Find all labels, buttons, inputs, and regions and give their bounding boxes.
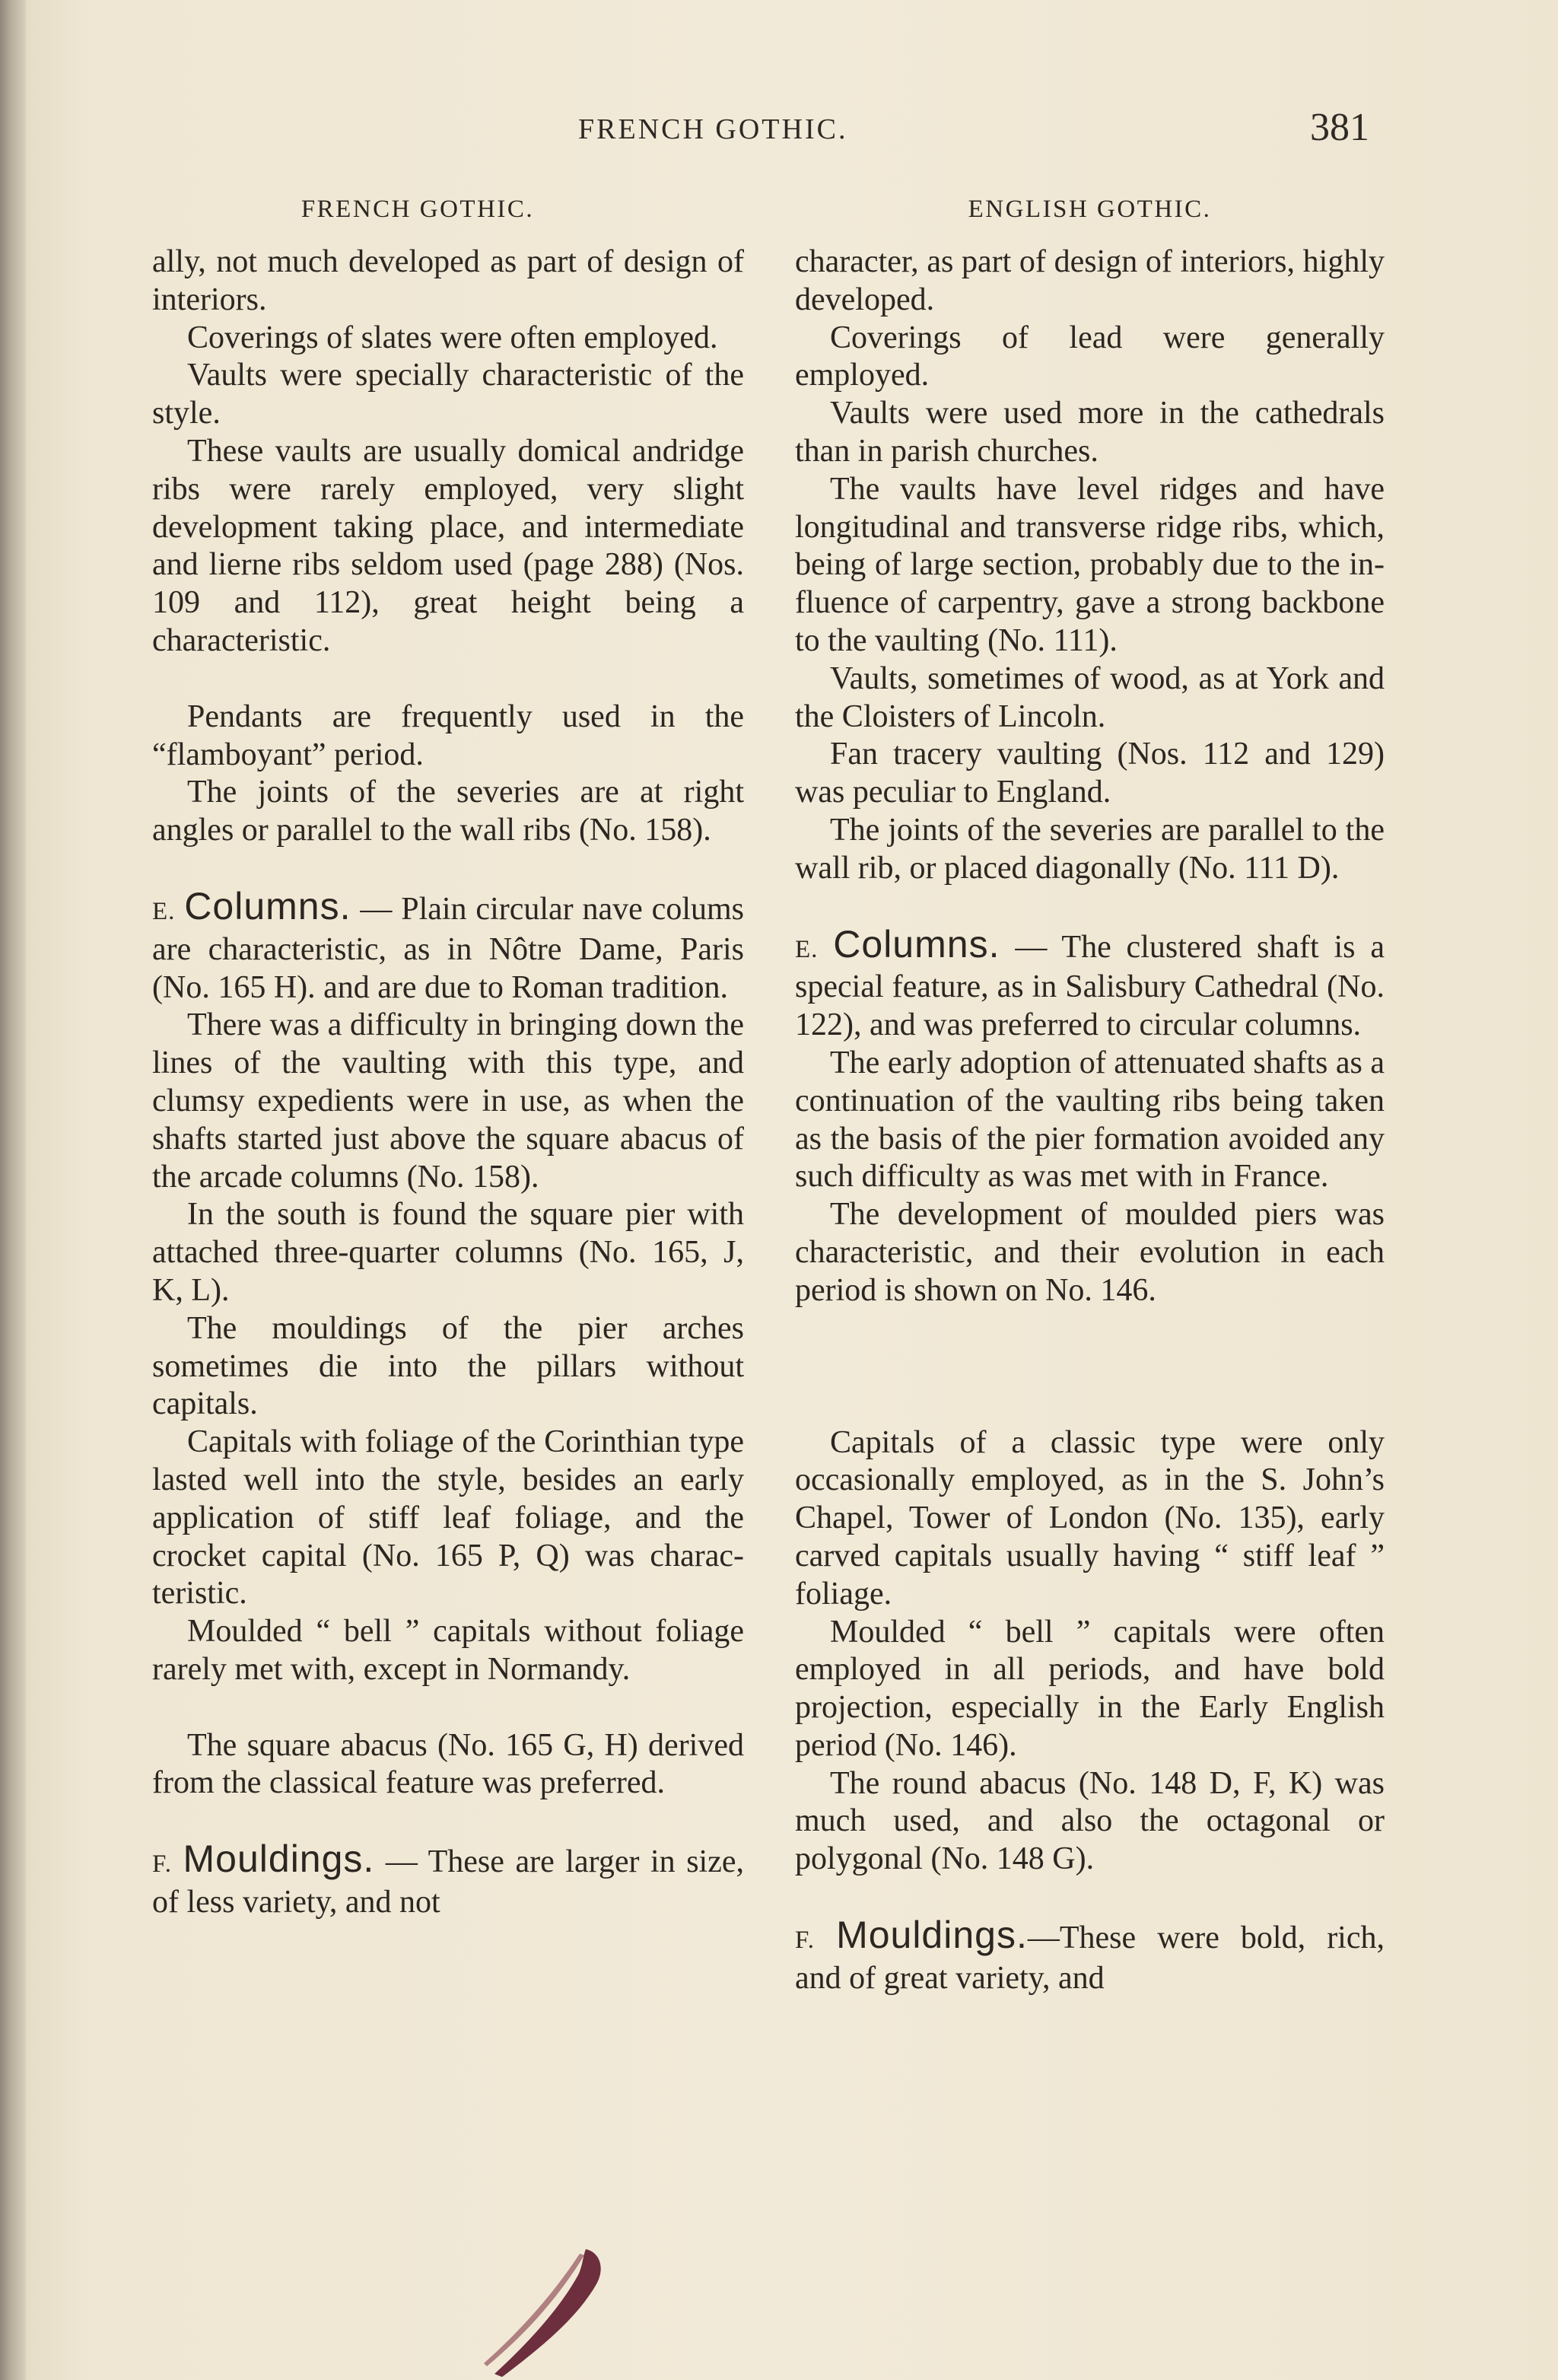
quill-ink-mark-icon [472, 2245, 624, 2380]
right-paragraph: The joints of the severies are parallel to the wall rib, or placed diagonally (No. 111 D). [795, 812, 1385, 886]
right-paragraph: The round abacus (No. 148 D, F, K) was much used, and also the octagonal or polygonal (No. 148 G). [795, 1765, 1385, 1877]
book-spine-shadow [0, 0, 26, 2380]
left-paragraph: In the south is found the square pier with attached three-quarter columns (No. 165, J, K, L). [152, 1197, 744, 1308]
right-column-heading: ENGLISH GOTHIC. [968, 196, 1212, 223]
section-title-columns: Columns. [833, 922, 1000, 966]
left-paragraph: ally, not much developed as part of design of interiors. [152, 244, 744, 317]
left-paragraph: Pendants are frequently used in the “flamboyant” period. [152, 698, 744, 772]
quill-shaft [494, 2249, 601, 2377]
right-paragraph: The development of moulded piers was characteristic, and their evolution in each period is shown on No. 146. [795, 1197, 1385, 1308]
left-paragraph: These vaults are usually domical andridge ribs were rarely employed, very slight development taking place, and intermediate and lierne ribs seldom used (page 288) (Nos. 109 and 112), great height being a characteristic. [152, 433, 744, 658]
left-column-french-gothic [152, 190, 744, 1922]
left-paragraph: The joints of the severies are at right angles or parallel to the wall ribs (No. 158). [152, 775, 744, 848]
left-columns-section [152, 884, 745, 1007]
section-title-mouldings: Mouldings. [836, 1914, 1028, 1957]
section-letter: E. [152, 897, 176, 925]
right-paragraph: Coverings of lead were generally employed. [795, 320, 1385, 393]
left-mouldings-section [152, 1838, 744, 1922]
section-title-columns: Columns. [184, 884, 351, 928]
right-paragraph: Vaults, sometimes of wood, as at York and the Cloisters of Lincoln. [795, 660, 1385, 734]
left-paragraph: Coverings of slates were often employed. [187, 320, 718, 355]
right-paragraph: Vaults were used more in the cathedrals than in parish churches. [795, 396, 1385, 469]
left-paragraph: Vaults were specially characteristic of the style. [152, 358, 744, 431]
right-columns-section [795, 922, 1385, 1045]
section-lead-text: — These are larger in size, of less variety, and not [152, 1844, 744, 1920]
section-title-mouldings: Mouldings. [183, 1838, 375, 1881]
left-paragraph: There was a difficulty in bringing down the lines of the vaulting with this type, and clumsy expedients were in use, as when the shafts started just above the square abacus of the arcade columns (No. 158). [152, 1007, 744, 1195]
section-lead-text: — The clustered shaft is a special feature, as in Salisbury Cathedral (No. 122), and was preferred to circular columns. [795, 929, 1385, 1043]
left-paragraph: The mouldings of the pier arches sometimes die into the pillars without capitals. [152, 1310, 744, 1422]
left-paragraph: Capitals with foliage of the Corinthian type lasted well into the style, besides an early application of stiff leaf foliage, and the crocket capital (No. 165 P, Q) was characteristic. [152, 1424, 744, 1612]
section-letter: F. [795, 1927, 815, 1955]
right-paragraph: The early adoption of attenuated shafts as a continuation of the vaulting ribs being taken as the basis of the pier formation avoided any such difficulty as was met with in France. [795, 1045, 1385, 1195]
section-letter: E. [795, 935, 819, 963]
page-number: 381 [1310, 106, 1369, 149]
section-lead-text: —These were bold, rich, and of great variety, and [795, 1920, 1385, 1996]
section-letter: F. [152, 1850, 172, 1879]
right-paragraph: The vaults have level ridges and have longitudinal and transverse ridge ribs, which, being of large section, probably due to the influence of carpentry, gave a strong backbone to the vaulting (No. 111). [795, 471, 1385, 658]
right-paragraph: Fan tracery vaulting (Nos. 112 and 129) was peculiar to England. [795, 737, 1385, 810]
left-column-heading: FRENCH GOTHIC. [300, 196, 535, 223]
right-paragraph: Capitals of a classic type were only occasionally employed, as in the S. John’s Chapel, Tower of London (No. 135), early carved capitals usually having “ stiff leaf ” foliage. [795, 1424, 1385, 1612]
right-mouldings-section [795, 1914, 1385, 1998]
right-paragraph: Moulded “ bell ” capitals were often employed in all periods, and have bold projection, especially in the Early English period (No. 146). [795, 1614, 1385, 1763]
left-paragraph: Moulded “ bell ” capitals without foliage rarely met with, except in Normandy. [152, 1614, 744, 1687]
right-paragraph: character, as part of design of interiors, highly developed. [795, 244, 1385, 317]
running-head: FRENCH GOTHIC. [578, 113, 848, 145]
left-paragraph: The square abacus (No. 165 G, H) derived from the classical feature was preferred. [152, 1727, 744, 1801]
section-lead-text: — Plain circular nave colums are characteristic, as in Nôtre Dame, Paris (No. 165 H). and are due to Roman tradition. [152, 891, 745, 1005]
right-column-english-gothic [795, 190, 1385, 1998]
